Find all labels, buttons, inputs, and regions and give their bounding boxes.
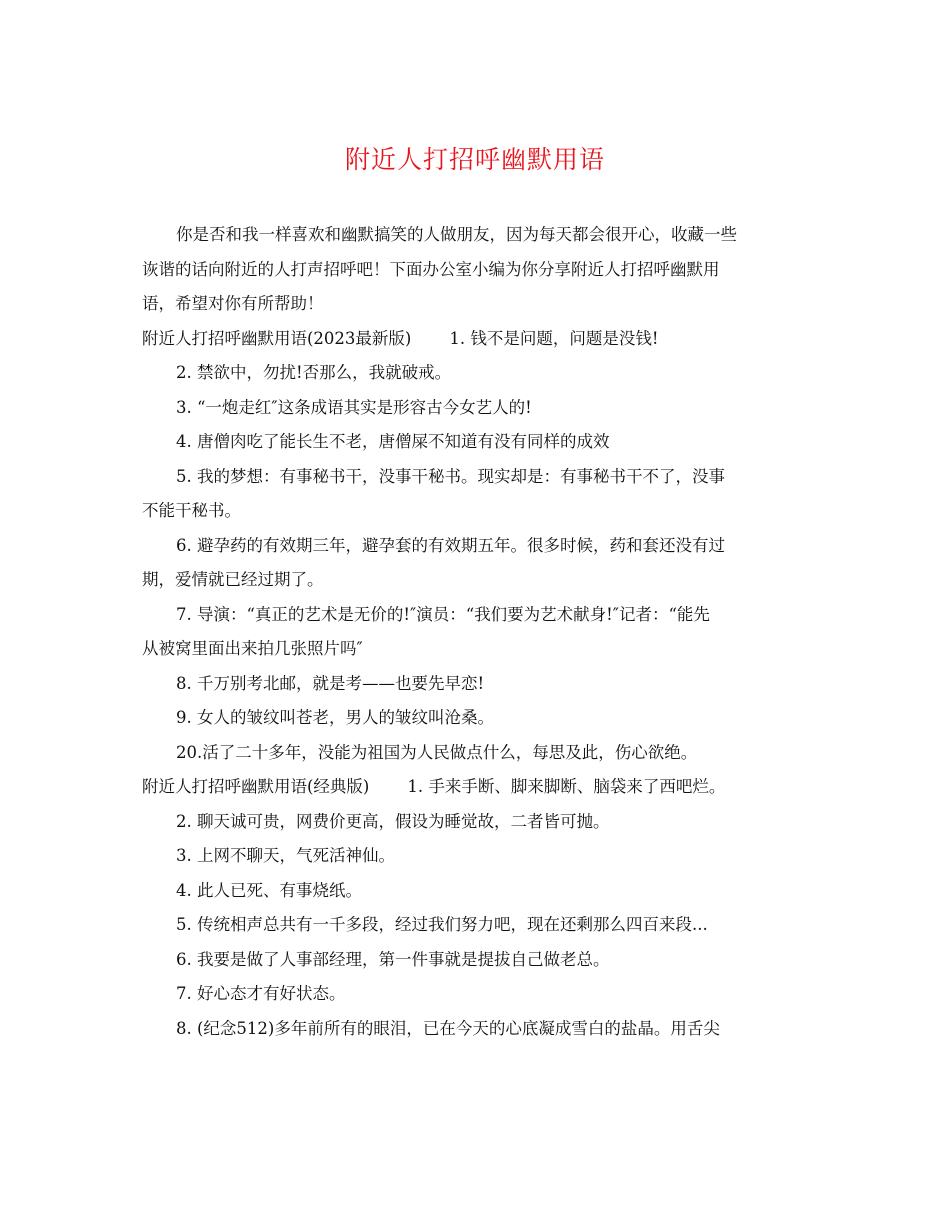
list-item: 7. 好心态才有好状态。 — [176, 984, 346, 1003]
list-item: 4. 唐僧肉吃了能长生不老，唐僧屎不知道有没有同样的成效 — [176, 432, 610, 451]
page-title: 附近人打招呼幽默用语 — [344, 145, 605, 174]
list-item: 6. 避孕药的有效期三年，避孕套的有效期五年。很多时候，药和套还没有过 — [176, 535, 725, 555]
list-item: 9. 女人的皱纹叫苍老，男人的皱纹叫沧桑。 — [176, 708, 494, 727]
intro-paragraph — [142, 218, 818, 322]
document-body — [142, 218, 818, 1046]
list-item: 5. 我的梦想：有事秘书干，没事干秘书。现实却是：有事秘书干不了，没事 — [176, 466, 725, 486]
section-heading-line — [142, 322, 818, 357]
list-item-continuation: 期，爱情就已经过期了。 — [142, 570, 324, 589]
list-item: 8. (纪念512)多年前所有的眼泪，已在今天的心底凝成雪白的盐晶。用舌尖 — [176, 1018, 720, 1038]
list-item: 1. 手来手断、脚来脚断、脑袋来了西吧烂。 — [407, 777, 726, 796]
section-1-list — [142, 356, 818, 770]
list-item: 20.活了二十多年，没能为祖国为人民做点什么，每思及此，伤心欲绝。 — [176, 742, 698, 762]
list-item: 3. 上网不聊天，气死活神仙。 — [176, 846, 395, 865]
list-item-continuation: 不能干秘书。 — [142, 501, 241, 520]
list-item: 1. 钱不是问题，问题是没钱! — [449, 328, 659, 348]
list-item: 5. 传统相声总共有一千多段，经过我们努力吧，现在还剩那么四百来段... — [176, 915, 708, 934]
section-heading: 附近人打招呼幽默用语(经典版) — [142, 777, 370, 796]
list-item: 4. 此人已死、有事烧纸。 — [176, 880, 362, 900]
intro-line: 语，希望对你有所帮助！ — [142, 294, 324, 313]
list-item: 2. 聊天诚可贵，网费价更高，假设为睡觉故，二者皆可抛。 — [176, 811, 610, 831]
section-heading-line — [142, 770, 818, 805]
list-item: 2. 禁欲中，勿扰!否那么，我就破戒。 — [176, 363, 452, 382]
list-item: 8. 千万别考北邮，就是考——也要先早恋! — [176, 673, 485, 693]
intro-line: 诙谐的话向附近的人打声招呼吧！下面办公室小编为你分享附近人打招呼幽默用 — [142, 259, 720, 279]
intro-line: 你是否和我一样喜欢和幽默搞笑的人做朋友，因为每天都会很开心，收藏一些 — [176, 225, 737, 244]
list-item: 3. “一炮走红″这条成语其实是形容古今女艺人的! — [176, 397, 532, 417]
list-item: 6. 我要是做了人事部经理，第一件事就是提拔自己做老总。 — [176, 949, 610, 969]
list-item-continuation: 从被窝里面出来拍几张照片吗″ — [142, 639, 363, 658]
section-heading: 附近人打招呼幽默用语(2023最新版) — [142, 328, 412, 348]
list-item: 7. 导演：“真正的艺术是无价的!″演员：“我们要为艺术献身!″记者：“能先 — [176, 604, 710, 624]
section-2-list — [142, 805, 818, 1047]
